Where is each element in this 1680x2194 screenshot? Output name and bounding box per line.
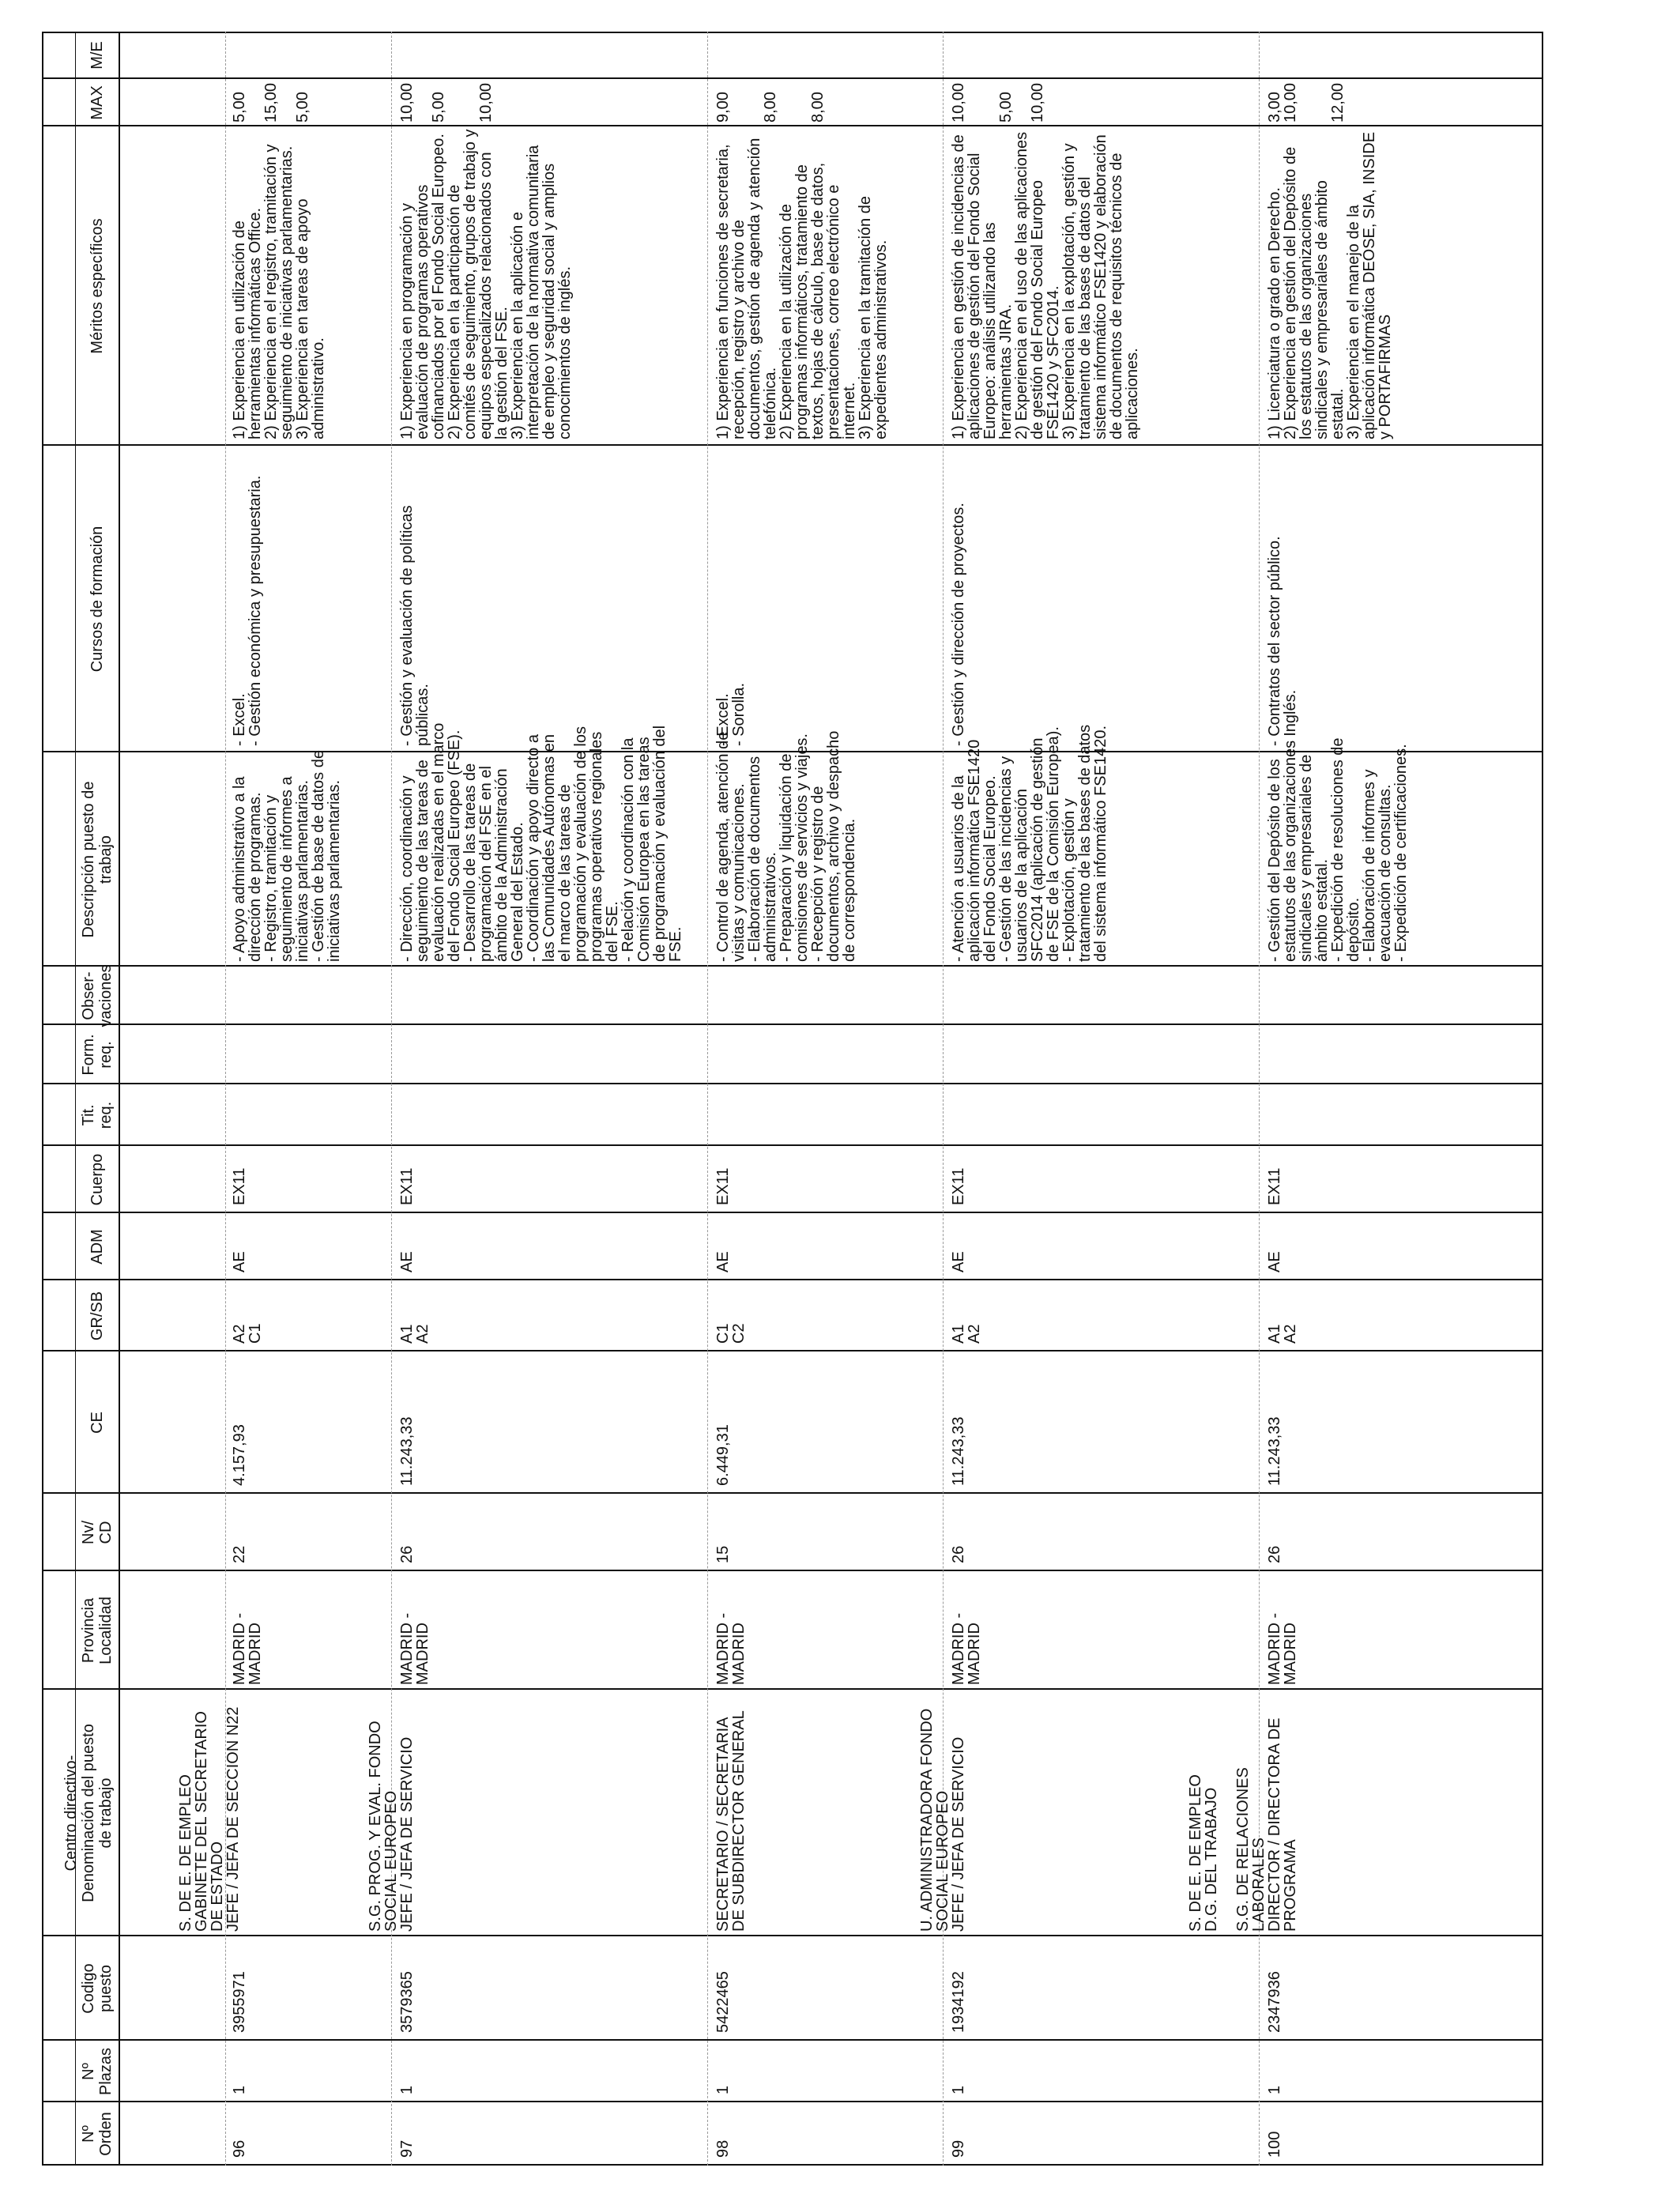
row99-nivel: 26: [950, 1545, 967, 1563]
row100-meritos: 1) Licenciatura o grado en Derecho. 2) Experiencia en gestión del Depósito de los estatutos de las organizaciones sindicales y empresariales de ámbito estatal. 3) Experiencia en el manejo de la aplicación informática DEOSE, SIA, INSIDE y PORTAFIRMAS: [1266, 131, 1394, 439]
row100-ce: 11.243,33: [1266, 1416, 1283, 1486]
row100-provincia: MADRID - MADRID: [1266, 1612, 1299, 1685]
row96-orden: 96: [231, 2139, 248, 2158]
row98-cursos: - Excel. - Sorolla.: [714, 682, 748, 746]
row98-plazas: 1: [714, 2085, 732, 2094]
row97-orden: 97: [398, 2139, 416, 2158]
row98-centro: SECRETARIO / SECRETARIA DE SUBDIRECTOR GENERAL: [714, 1710, 748, 1932]
row96-provincia: MADRID - MADRID: [231, 1612, 264, 1685]
header-adm: ADM: [88, 1229, 106, 1265]
row96-cursos: - Excel. - Gestión económica y presupuestaria.: [231, 475, 264, 746]
row96-descripcion: - Apoyo administrativo a la dirección de programas. - Registro, tramitación y seguimiento de informes a iniciativas parlamentarias. - Gestión de base de datos de iniciativas parlamentarias.: [231, 750, 343, 962]
col-sep: [42, 1279, 1543, 1280]
row100-grupo: A1 A2: [1266, 1324, 1299, 1344]
row97-meritos: 1) Experiencia en programación y evaluación de programas operativos cofinanciados por el Fondo Social Europeo. 2) Experiencia en la participación de comités de seguimiento, grupos de trabajo y equipos especializados relacionados con la gestión del FSE. 3) Experiencia en la aplicación e interpretación de la normativa comunitaria de empleo y seguridad social y amplios conocimientos de inglés.: [398, 129, 574, 439]
row97-ce: 11.243,33: [398, 1416, 416, 1486]
row97-cursos: - Gestión y evaluación de políticas públicas.: [398, 505, 431, 746]
row100-orden: 100: [1266, 2131, 1283, 2158]
row96-codigo: 3955971: [231, 1971, 248, 2033]
header-plazas: Nº Plazas: [79, 2047, 115, 2096]
row99-ce: 11.243,33: [950, 1416, 967, 1486]
row100-centro: S. DE E. DE EMPLEO D.G. DEL TRABAJO S.G. DE RELACIONES LABORALES DIRECTOR / DIRECTORA DE PROGRAMA: [1187, 1717, 1299, 1932]
header-orden: Nº Orden: [79, 2112, 115, 2156]
header-provincia: Provincia Localidad: [79, 1596, 115, 1664]
row96-grupo: A2 C1: [231, 1323, 264, 1344]
row98-cuerpo: EX11: [714, 1167, 732, 1205]
col-sep: [42, 1935, 1543, 1936]
row100-descripcion: - Gestión del Depósito de los estatutos de las organizaciones sindicales y empresariales de ámbito estatal. - Expedición de resoluciones de depósito. - Elaboración de informes y evacuación de consultas. - Expedición de certificaciones.: [1266, 737, 1410, 962]
header-tit: Tit. req.: [79, 1101, 115, 1129]
header-grupo: GR/SB: [88, 1291, 106, 1341]
header-form: Form. req.: [79, 1034, 115, 1076]
header-meritos: Méritos específicos: [88, 218, 106, 354]
row96-cuerpo: EX11: [231, 1167, 248, 1205]
row-sep: [707, 32, 708, 2166]
row99-max: 10,00 5,00 10,00: [950, 82, 1046, 123]
row96-ce: 4.157,93: [231, 1424, 248, 1486]
header-max: MAX: [88, 85, 106, 120]
row97-nivel: 26: [398, 1545, 416, 1563]
col-sep: [42, 1212, 1543, 1213]
row98-max: 9,00 8,00 8,00: [714, 92, 827, 123]
col-sep: [42, 1083, 1543, 1084]
header-centro: Centro directivo- Denominación del puesto de trabajo: [62, 1724, 115, 1902]
col-sep: [42, 1492, 1543, 1494]
row96-adm: AE: [231, 1251, 248, 1272]
row97-centro: S.G. PROG. Y EVAL. FONDO SOCIAL EUROPEO JEFE / JEFA DE SERVICIO: [367, 1721, 416, 1932]
row97-cuerpo: EX11: [398, 1167, 416, 1205]
row98-meritos: 1) Experiencia en funciones de secretaria, recepción, registro y archivo de documentos, gestión de agenda y atención telefónica. 2) Experiencia en la utilización de programas informáticos, tratamiento de textos, hojas de cálculo, base de datos, presentaciones, correo electrónico e internet. 3) Experiencia en la tramitación de expedientes administrativos.: [714, 138, 890, 439]
row99-provincia: MADRID - MADRID: [950, 1612, 983, 1685]
row97-codigo: 3579365: [398, 1971, 416, 2033]
header-cursos: Cursos de formación: [88, 526, 106, 673]
row98-descripcion: - Control de agenda, atención de visitas y comunicaciones. - Elaboración de documentos administrativos. - Preparación y liquidación de comisiones de servicios y viajes. - Recepción y registro de documentos, archivo y despacho de correspondencia.: [714, 730, 858, 962]
row99-orden: 99: [950, 2139, 967, 2158]
header-nivel: Nv/ CD: [79, 1521, 115, 1544]
row100-cuerpo: EX11: [1266, 1167, 1283, 1205]
header-bottom-line: [119, 32, 120, 2166]
row97-provincia: MADRID - MADRID: [398, 1612, 431, 1685]
row96-meritos: 1) Experiencia en utilización de herramientas informáticas Office. 2) Experiencia en el registro, tramitación y seguimiento de iniciativas parlamentarias. 3) Experiencia en tareas de apoyo administrativo.: [231, 144, 327, 439]
row97-max: 10,00 5,00 10,00: [398, 82, 495, 123]
row99-codigo: 1934192: [950, 1971, 967, 2033]
row100-adm: AE: [1266, 1251, 1283, 1272]
header-obs: Obser- vaciones: [79, 964, 115, 1027]
header-cuerpo: Cuerpo: [88, 1153, 106, 1206]
row100-codigo: 2347936: [1266, 1971, 1283, 2033]
col-sep: [42, 125, 1543, 126]
row97-descripcion: - Dirección, coordinación y seguimiento de las tareas de evaluación realizadas en el marco del Fondo Social Europeo (FSE). - Desarrollo de las tareas de programación del FSE en el ámbito de la Administración General del Estado. - Coordinación y apoyo directo a las Comunidades Autónomas en el marco de las tareas de programación y evaluación de los programas operativos regionales del FSE. - Relación y coordinación con la Comisión Europea en las tareas de programación y evaluación del FSE.: [398, 722, 684, 962]
header-me: M/E: [88, 41, 106, 70]
rotated-table: [42, 32, 1543, 2166]
col-sep: [42, 965, 1543, 967]
col-sep: [42, 1570, 1543, 1571]
row99-cursos: - Gestión y dirección de proyectos.: [950, 503, 967, 746]
row99-adm: AE: [950, 1251, 967, 1272]
header-descripcion: Descripción puesto de trabajo: [79, 781, 115, 938]
row99-centro: U. ADMINISTRADORA FONDO SOCIAL EUROPEO JEFE / JEFA DE SERVICIO: [918, 1708, 967, 1932]
header-ce: CE: [88, 1412, 106, 1434]
col-sep: [42, 1023, 1543, 1025]
row98-codigo: 5422465: [714, 1971, 732, 2033]
row96-plazas: 1: [231, 2085, 248, 2094]
row100-max: 3,00 10,00 12,00: [1266, 82, 1347, 123]
row99-meritos: 1) Experiencia en gestión de incidencias de aplicaciones de gestión del Fondo Social Europeo: análisis utilizando las herramientas JIRA. 2) Experiencia en el uso de las aplicaciones de gestión del Fondo Social Europeo FSE1420 y SFC2014. 3) Experiencia en la explotación, gestión y tratamiento de las bases de datos del sistema informático FSE1420 y elaboración de documentos de requisitos técnicos de aplicaciones.: [950, 131, 1141, 439]
row97-adm: AE: [398, 1251, 416, 1272]
row98-ce: 6.449,31: [714, 1424, 732, 1486]
col-sep: [42, 2101, 1543, 2102]
row98-nivel: 15: [714, 1545, 732, 1563]
row99-cuerpo: EX11: [950, 1167, 967, 1205]
row97-grupo: A1 A2: [398, 1324, 431, 1344]
col-sep: [42, 2039, 1543, 2041]
col-sep: [42, 1350, 1543, 1351]
col-sep: [42, 77, 1543, 79]
col-sep: [42, 1688, 1543, 1690]
row100-plazas: 1: [1266, 2085, 1283, 2094]
row100-cursos: - Contratos del sector público. - Inglés.: [1266, 536, 1299, 746]
row99-descripcion: - Atención a usuarios de la aplicación informática FSE1420 del Fondo Social Europeo. - Gestión de las incidencias y usuarios de la aplicación SFC2014 (aplicación de gestión de FSE de la Comisión Europea). - Explotación, gestión y tratamiento de las bases de datos del sistema informático FSE1420.: [950, 724, 1109, 962]
col-sep: [42, 1144, 1543, 1146]
row98-provincia: MADRID - MADRID: [714, 1612, 748, 1685]
row96-nivel: 22: [231, 1545, 248, 1563]
row98-adm: AE: [714, 1251, 732, 1272]
row96-centro: S. DE E. DE EMPLEO GABINETE DEL SECRETARIO DE ESTADO JEFE / JEFA DE SECCION N22: [177, 1706, 242, 1932]
row97-plazas: 1: [398, 2085, 416, 2094]
col-sep: [42, 444, 1543, 446]
header-codigo: Codigo puesto: [79, 1963, 115, 2014]
row96-max: 5,00 15,00 5,00: [231, 82, 311, 123]
row98-orden: 98: [714, 2139, 732, 2158]
row100-nivel: 26: [1266, 1545, 1283, 1563]
row98-grupo: C1 C2: [714, 1323, 748, 1344]
row99-grupo: A1 A2: [950, 1324, 983, 1344]
row99-plazas: 1: [950, 2085, 967, 2094]
